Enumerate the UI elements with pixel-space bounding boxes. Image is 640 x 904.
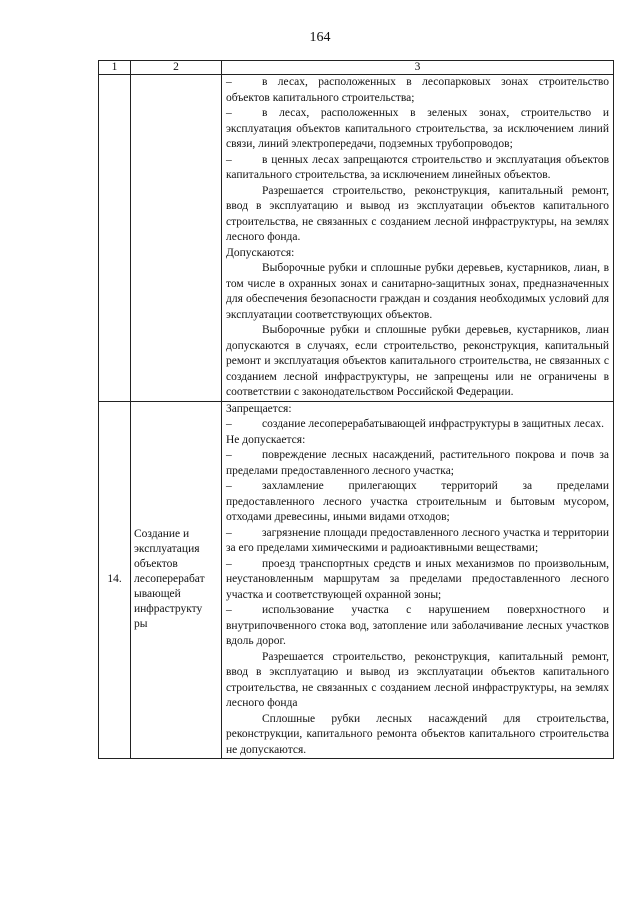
row-14-paragraph-text: Сплошные рубки лесных насаждений для строительства, реконструкции, капитального ремонта объектов капитального строительства не допускаются. <box>226 712 609 756</box>
row-14-paragraph <box>226 712 609 759</box>
list-dash: – <box>226 557 232 570</box>
row-14-paragraph <box>226 603 609 650</box>
row-14-paragraph-text: загрязнение площади предоставленного лесного участка и территории за его пределами химическими и радиоактивными веществами; <box>226 526 609 554</box>
list-dash: – <box>226 526 232 539</box>
table-header-row <box>99 61 614 75</box>
header-col-1: 1 <box>99 61 131 75</box>
continued-paragraph <box>226 184 609 246</box>
row-14-paragraph-text: Не допускается: <box>226 433 306 446</box>
list-dash: – <box>226 449 232 461</box>
row-14-paragraph <box>226 402 609 418</box>
continued-paragraph <box>226 75 609 106</box>
continued-paragraph <box>226 246 609 262</box>
row-14-paragraph-text: повреждение лесных насаждений, растительного покрова и почв за пределами предоставленного лесного участка; <box>226 449 609 477</box>
row-continued-number <box>99 75 131 402</box>
continued-paragraph-text: в лесах, расположенных в зеленых зонах, строительство и эксплуатация объектов капитального строительства, за исключением линий связи, линий электропередачи, подземных трубопроводов; <box>226 107 609 150</box>
row-14-paragraph <box>226 433 609 449</box>
continued-paragraph-text: Разрешается строительство, реконструкция, капитальный ремонт, ввод в эксплуатацию и вывод из эксплуатации объектов капитального строительства, не связанных с созданием лесной инфраструктуры, на землях лесного фонда. <box>226 184 609 243</box>
continued-paragraph <box>226 106 609 153</box>
table-row-14 <box>99 401 614 759</box>
row-14-paragraph-text: проезд транспортных средств и иных механизмов по произвольным, неустановленным маршрутам за пределами предоставленного лесного участка и соответствующей охранной зоны; <box>226 557 609 601</box>
page-number: 164 <box>309 30 331 45</box>
list-dash: – <box>226 153 232 166</box>
row-14-name: Создание и эксплуатация объектов лесоперерабат ывающей инфраструкту ры <box>131 401 222 759</box>
row-14-paragraph <box>226 417 609 433</box>
row-14-paragraph <box>226 650 609 712</box>
row-14-paragraph-text: создание лесоперерабатывающей инфраструктуры в защитных лесах. <box>262 418 604 430</box>
continued-paragraph <box>226 323 609 401</box>
continued-paragraph-text: Допускаются: <box>226 246 295 259</box>
row-14-paragraph-text: Запрещается: <box>226 402 292 415</box>
row-continued-name <box>131 75 222 402</box>
continued-paragraph-text: Выборочные рубки и сплошные рубки деревьев, кустарников, лиан допускаются в случаях, если строительство, реконструкция, капитальный ремонт и эксплуатация объектов капитального строительства, не связанных с созданием лесной инфраструктуры, не запрещены или не ограничены в соответствии с законодательством Российской Федерации. <box>226 324 609 398</box>
continued-paragraph-text: в ценных лесах запрещаются строительство и эксплуатация объектов капитального строительства, за исключением линейных объектов. <box>226 153 609 181</box>
continued-paragraph <box>226 153 609 184</box>
requirements-table <box>98 60 614 759</box>
row-14-content <box>222 401 614 759</box>
row-14-paragraph <box>226 526 609 557</box>
table-row-continued <box>99 75 614 402</box>
list-dash: – <box>226 418 232 430</box>
row-14-paragraph-text: использование участка с нарушением поверхностного и внутрипочвенного стока вод, затопление или заболачивание лесных участков вдоль дорог. <box>226 604 609 647</box>
continued-paragraph <box>226 261 609 323</box>
row-14-paragraph <box>226 448 609 479</box>
header-col-2: 2 <box>131 61 222 75</box>
continued-paragraph-text: в лесах, расположенных в лесопарковых зонах строительство объектов капитального строительства; <box>226 76 609 104</box>
header-col-3: 3 <box>222 61 614 75</box>
row-14-paragraph <box>226 479 609 526</box>
row-continued-content <box>222 75 614 402</box>
list-dash: – <box>226 480 232 492</box>
list-dash: – <box>226 604 232 616</box>
row-14-number: 14. <box>99 401 131 759</box>
row-14-paragraph-text: Разрешается строительство, реконструкция, капитальный ремонт, ввод в эксплуатацию и вывод из эксплуатации объектов капитального строительства, не связанных с созданием лесной инфраструктуры, на землях лесного фонда <box>226 650 609 709</box>
list-dash: – <box>226 76 232 88</box>
row-14-paragraph <box>226 557 609 604</box>
row-14-paragraph-text: захламление прилегающих территорий за пределами предоставленного лесного участка строительным и бытовым мусором, отходами древесины, иными видами отходов; <box>226 480 609 523</box>
continued-paragraph-text: Выборочные рубки и сплошные рубки деревьев, кустарников, лиан, в том числе в охранных зонах и санитарно-защитных зонах, предназначенных для обеспечения безопасности граждан и создания необходимых условий для эксплуатации соответствующих объектов. <box>226 262 609 321</box>
list-dash: – <box>226 107 232 119</box>
